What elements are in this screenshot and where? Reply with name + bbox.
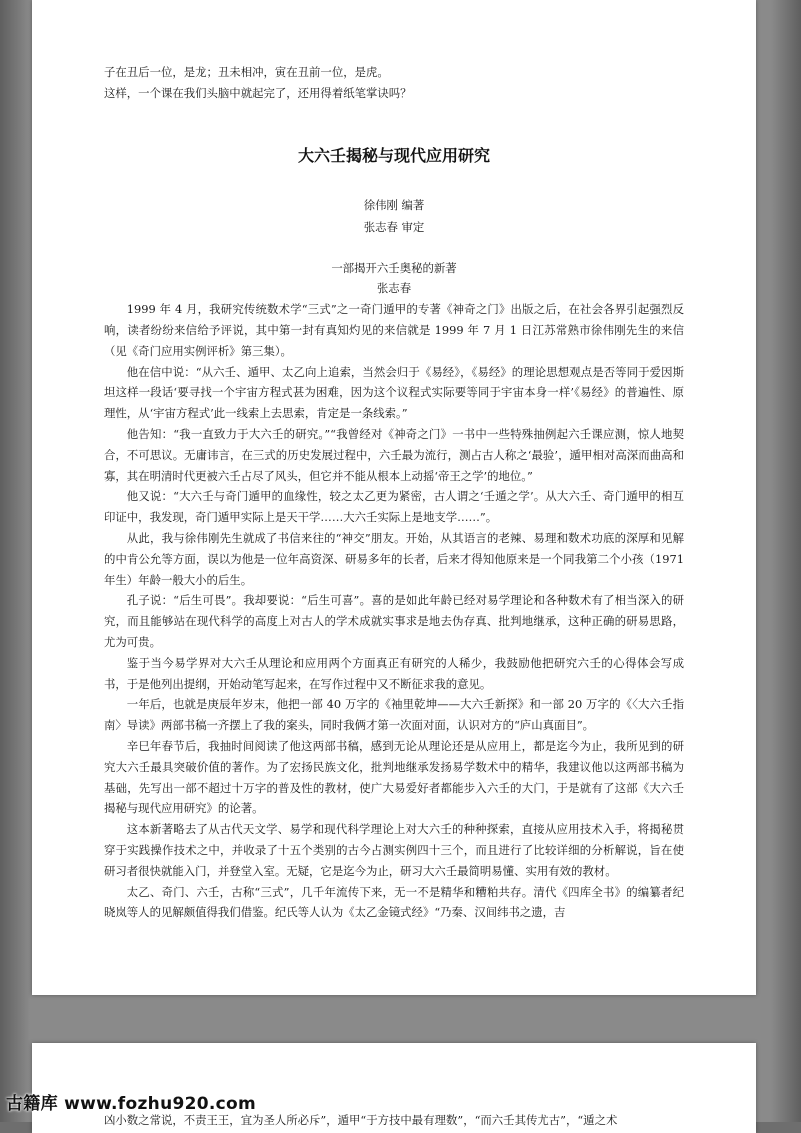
page-1-content xyxy=(104,0,684,923)
preface-author: 张志春 xyxy=(376,281,412,296)
author-line-reviewer: 张志春 审定 xyxy=(363,219,425,234)
lead-line-2: 这样，一个课在我们头脑中就起完了，还用得着纸笔掌诀吗？ xyxy=(104,85,412,100)
paragraph-7: 鉴于当今易学界对大六壬从理论和应用两个方面真正有研究的人稀少，我鼓励他把研究六壬的心得体会写成书，于是他列出提纲，开始动笔写起来，在写作过程中又不断征求我的意见。 xyxy=(104,655,684,691)
document-page-2 xyxy=(32,1043,756,1133)
document-page-1 xyxy=(32,0,756,995)
paragraph-1: 1999 年 4 月，我研究传统数术学“三式”之一奇门遁甲的专著《神奇之门》出版之后，在社会各界引起强烈反响，读者纷纷来信给予评说，其中第一封有真知灼见的来信就是 1999 年 7 月 1 日江苏常熟市徐伟刚先生的来信（见《奇门应用实例评析》第三集）。 xyxy=(104,302,684,358)
paragraph-5: 从此，我与徐伟刚先生就成了书信来往的“神交”朋友。开始，从其语言的老辣、易理和数术功底的深厚和见解的中肯公允等方面，误以为他是一位年高资深、研易多年的长者，后来才得知他原来是一个同我第二个小孩（1971 年生）年龄一般大小的后生。 xyxy=(104,530,684,587)
paragraph-11: 太乙、奇门、六壬，古称“三式”，几千年流传下来，无一不是精华和糟粕共存。清代《四库全书》的编纂者纪晓岚等人的见解颇值得我们借鉴。纪氏等人认为《太乙金镜式经》“乃秦、汉间纬书之遗，吉 xyxy=(104,884,684,920)
paragraph-10: 这本新著略去了从古代天文学、易学和现代科学理论上对大六壬的种种探索，直接从应用技术入手，将揭秘贯穿于实践操作技术之中，并收录了十五个类别的古今占测实例四十三个，而且进行了比较详细的分析解说，旨在使研习者很快就能入门，并登堂入室。无疑，它是迄今为止，研习大六壬最简明易懂、实用有效的教材。 xyxy=(104,822,684,878)
book-title: 大六壬揭秘与现代应用研究 xyxy=(297,145,490,165)
site-watermark: 古籍库 www.fozhu920.com xyxy=(6,1094,256,1114)
paragraph-9: 辛巳年春节后，我抽时间阅读了他这两部书稿，感到无论从理论还是从应用上，都是迄今为止，我所见到的研究大六壬最具突破价值的著作。为了宏扬民族文化，批判地继承发扬易学数术中的精华，我建议他以这两部书稿为基础，先写出一部不超过十万字的普及性的教材，使广大易爱好者都能步入六壬的大门，于是就有了这部《大六壬揭秘与现代应用研究》的论著。 xyxy=(104,738,684,816)
paragraph-6: 孔子说：“后生可畏”。我却要说：“后生可喜”。喜的是如此年龄已经对易学理论和各种数术有了相当深入的研究，而且能够站在现代科学的高度上对古人的学术成就实事求是地去伪存真、批判地继承，这种正确的研易思路，尤为可贵。 xyxy=(104,593,684,649)
paragraph-3: 他告知：“我一直致力于大六壬的研究。”“我曾经对《神奇之门》一书中一些特殊抽例起六壬课应测，惊人地契合，不可思议。无庸讳言，在三式的历史发展过程中，六壬最为流行，测占古人称之‘最验’，遁甲相对高深而曲高和寡，其在明清时代更被六壬占尽了风头，但它并不能从根本上动摇‘帝王之学’的地位。” xyxy=(104,426,684,483)
lead-line-1: 子在丑后一位，是龙；丑未相冲，寅在丑前一位，是虎。 xyxy=(104,65,389,79)
paragraph-2: 他在信中说：“从六壬、遁甲、太乙向上追索，当然会归于《易经》，《易经》的理论思想观点是否等同于爱因斯坦这样一段话‘要寻找一个宇宙方程式甚为困难，因为这个议程式实际要等同于宇宙本身一样’《易经》的普遍性、原理性，从‘宇宙方程式’此一线索上去思索，肯定是一条线索。” xyxy=(104,364,684,421)
paragraph-8: 一年后，也就是庚辰年岁末，他把一部 40 万字的《袖里乾坤——大六壬新探》和一部 20 万字的《〈大六壬指南〉导读》两部书稿一齐摆上了我的案头，同时我俩才第一次面对面，认识对方的“庐山真面目”。 xyxy=(104,697,684,733)
preface-title: 一部揭开六壬奥秘的新著 xyxy=(331,260,457,275)
author-line-editor: 徐伟刚 编著 xyxy=(363,197,425,212)
paragraph-4: 他又说：“大六壬与奇门遁甲的血缘性，较之太乙更为紧密，古人谓之‘壬遁之学’。从大六壬、奇门遁甲的相互印证中，我发现，奇门遁甲实际上是天干学……大六壬实际上是地支学……”。 xyxy=(104,489,684,525)
page-2-partial-line: 凶小数之常说，不责王王，宜为圣人所必斥”，遁甲“于方技中最有理数”，“而六壬其传尤古”，“遁之术 xyxy=(104,1113,618,1127)
